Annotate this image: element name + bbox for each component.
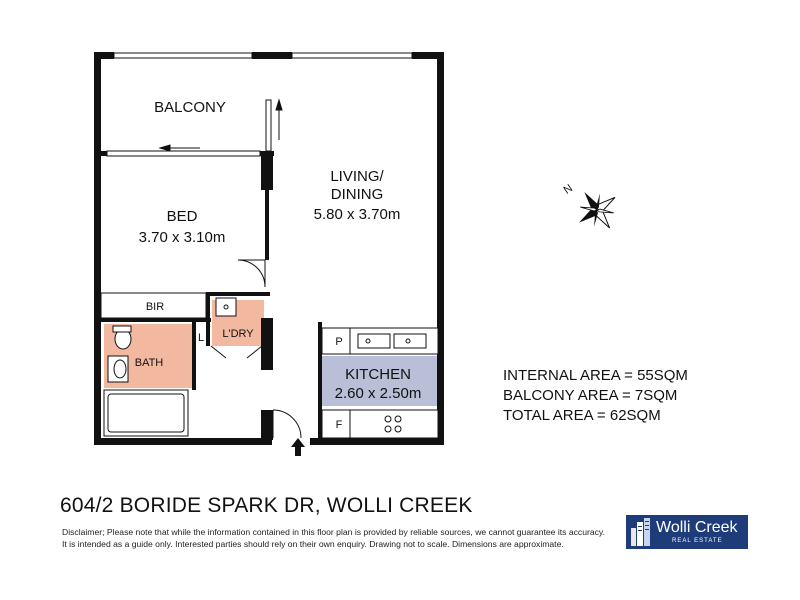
doors (211, 260, 301, 438)
agency-logo (626, 515, 748, 549)
disclaimer-line-1: Disclaimer; Please note that while the information contained in this floor plan is provided by reliable sources, we cannot guarantee its accuracy. (62, 527, 605, 537)
building-logo-icon (630, 518, 652, 546)
compass-icon (566, 179, 627, 240)
living-sliding-door (266, 100, 282, 151)
disclaimer-line-2: It is intended as a guide only. Interested parties should rely on their own enquiry. Drawing not to scale. Dimensions are approximate. (62, 539, 564, 549)
logo-name: Wolli Creek (656, 519, 738, 536)
bed-dimensions: 3.70 x 3.10m (138, 229, 226, 246)
living-label-line2: DINING (330, 186, 384, 203)
disclaimer (62, 526, 622, 550)
laundry-label: L'DRY (222, 328, 254, 340)
balcony-label: BALCONY (154, 99, 226, 116)
kitchen-dimensions: 2.60 x 2.50m (334, 385, 422, 402)
internal-area: INTERNAL AREA = 55SQM (503, 367, 688, 384)
fridge-label: F (335, 419, 343, 431)
linen-label: L (197, 332, 205, 344)
living-dimensions: 5.80 x 3.70m (313, 206, 401, 223)
entry-arrow-icon (291, 438, 305, 456)
balcony-area: BALCONY AREA = 7SQM (503, 387, 678, 404)
balcony-sliding-door (107, 145, 260, 156)
bed-label: BED (166, 208, 198, 225)
compass-north-label: N (561, 182, 575, 197)
bath-label: BATH (134, 357, 164, 369)
area-summary (503, 366, 688, 426)
pantry-label: P (335, 336, 343, 348)
living-label-line1: LIVING/ (330, 168, 384, 185)
laundry-tub (216, 298, 236, 316)
total-area: TOTAL AREA = 62SQM (503, 407, 661, 424)
property-address: 604/2 BORIDE SPARK DR, WOLLI CREEK (60, 494, 473, 517)
logo-subtitle: REAL ESTATE (672, 538, 723, 544)
bir-label: BIR (145, 301, 165, 313)
kitchen-wall (318, 322, 322, 438)
kitchen-label: KITCHEN (345, 366, 411, 383)
